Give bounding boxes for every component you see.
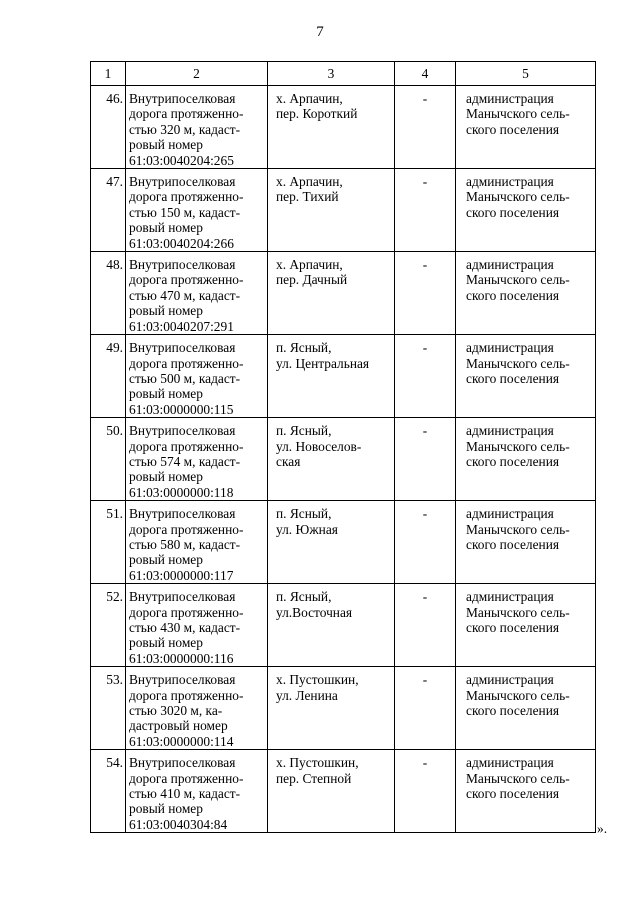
- row-number: 47.: [106, 174, 123, 190]
- object-address: х. Арпачин, пер. Тихий: [276, 174, 343, 205]
- table-row: [91, 335, 596, 418]
- object-name: Внутрипоселковая дорога протяженно- стью 150 м, кадаст- ровый номер 61:03:0040204:266: [129, 174, 244, 251]
- table-header: [91, 62, 596, 86]
- table-row: [91, 667, 596, 750]
- object-address: п. Ясный, ул. Южная: [276, 506, 338, 537]
- table-row: [91, 86, 596, 169]
- object-address: х. Арпачин, пер. Дачный: [276, 257, 348, 288]
- table-row: [91, 584, 596, 667]
- object-address: п. Ясный, ул.Восточная: [276, 589, 353, 620]
- header-cell: 1: [91, 62, 126, 86]
- object-name: Внутрипоселковая дорога протяженно- стью 574 м, кадаст- ровый номер 61:03:0000000:118: [129, 423, 244, 500]
- object-name: Внутрипоселковая дорога протяженно- стью 410 м, кадаст- ровый номер 61:03:0040304:84: [129, 755, 244, 832]
- table-row: [91, 169, 596, 252]
- column-4-value: -: [422, 174, 428, 190]
- table-row: [91, 418, 596, 501]
- row-number: 52.: [106, 589, 123, 605]
- row-number: 49.: [106, 340, 123, 356]
- row-number: 53.: [106, 672, 123, 688]
- row-number: 51.: [106, 506, 123, 522]
- object-address: п. Ясный, ул. Центральная: [276, 340, 370, 371]
- column-4-value: -: [422, 755, 428, 771]
- object-owner: администрация Манычского сель- ского поселения: [466, 91, 570, 137]
- object-owner: администрация Манычского сель- ского поселения: [466, 340, 570, 386]
- table-row: [91, 501, 596, 584]
- column-4-value: -: [422, 91, 428, 106]
- object-owner: администрация Манычского сель- ского поселения: [466, 506, 570, 552]
- object-owner: администрация Манычского сель- ского поселения: [466, 257, 570, 303]
- column-4-value: -: [422, 340, 428, 356]
- object-name: Внутрипоселковая дорога протяженно- стью 470 м, кадаст- ровый номер 61:03:0040207:291: [129, 257, 244, 334]
- object-address: х. Пустошкин, ул. Ленина: [276, 672, 359, 703]
- object-owner: администрация Манычского сель- ского поселения: [466, 174, 570, 220]
- object-owner: администрация Манычского сель- ского поселения: [466, 589, 570, 635]
- header-cell: 3: [268, 62, 395, 86]
- row-number: 48.: [106, 257, 123, 273]
- column-4-value: -: [422, 589, 428, 605]
- page-number: 7: [316, 24, 324, 40]
- object-name: Внутрипоселковая дорога протяженно- стью 580 м, кадаст- ровый номер 61:03:0000000:117: [129, 506, 244, 583]
- row-number: 46.: [106, 91, 123, 106]
- registry-table: [90, 61, 596, 833]
- object-address: х. Пустошкин, пер. Степной: [276, 755, 359, 786]
- object-address: х. Арпачин, пер. Короткий: [276, 91, 358, 122]
- column-4-value: -: [422, 423, 428, 439]
- table-row: [91, 252, 596, 335]
- header-cell: 5: [456, 62, 596, 86]
- object-name: Внутрипоселковая дорога протяженно- стью 430 м, кадаст- ровый номер 61:03:0000000:116: [129, 589, 244, 666]
- object-name: Внутрипоселковая дорога протяженно- стью 320 м, кадаст- ровый номер 61:03:0040204:265: [129, 91, 244, 168]
- object-address: п. Ясный, ул. Новоселов- ская: [276, 423, 362, 469]
- row-number: 50.: [106, 423, 123, 439]
- closing-quote-mark: ».: [597, 821, 608, 836]
- header-cell: 2: [126, 62, 268, 86]
- object-owner: администрация Манычского сель- ского поселения: [466, 423, 570, 469]
- table-body: [91, 86, 596, 833]
- row-number: 54.: [106, 755, 123, 771]
- column-4-value: -: [422, 257, 428, 273]
- column-4-value: -: [422, 506, 428, 522]
- column-4-value: -: [422, 672, 428, 688]
- object-owner: администрация Манычского сель- ского поселения: [466, 672, 570, 719]
- object-owner: администрация Манычского сель- ского поселения: [466, 755, 570, 802]
- table-row: [91, 750, 596, 833]
- header-cell: 4: [395, 62, 456, 86]
- object-name: Внутрипоселковая дорога протяженно- стью 3020 м, ка- дастровый номер 61:03:0000000:114: [129, 672, 244, 749]
- header-row: [91, 62, 596, 86]
- object-name: Внутрипоселковая дорога протяженно- стью 500 м, кадаст- ровый номер 61:03:0000000:115: [129, 340, 244, 417]
